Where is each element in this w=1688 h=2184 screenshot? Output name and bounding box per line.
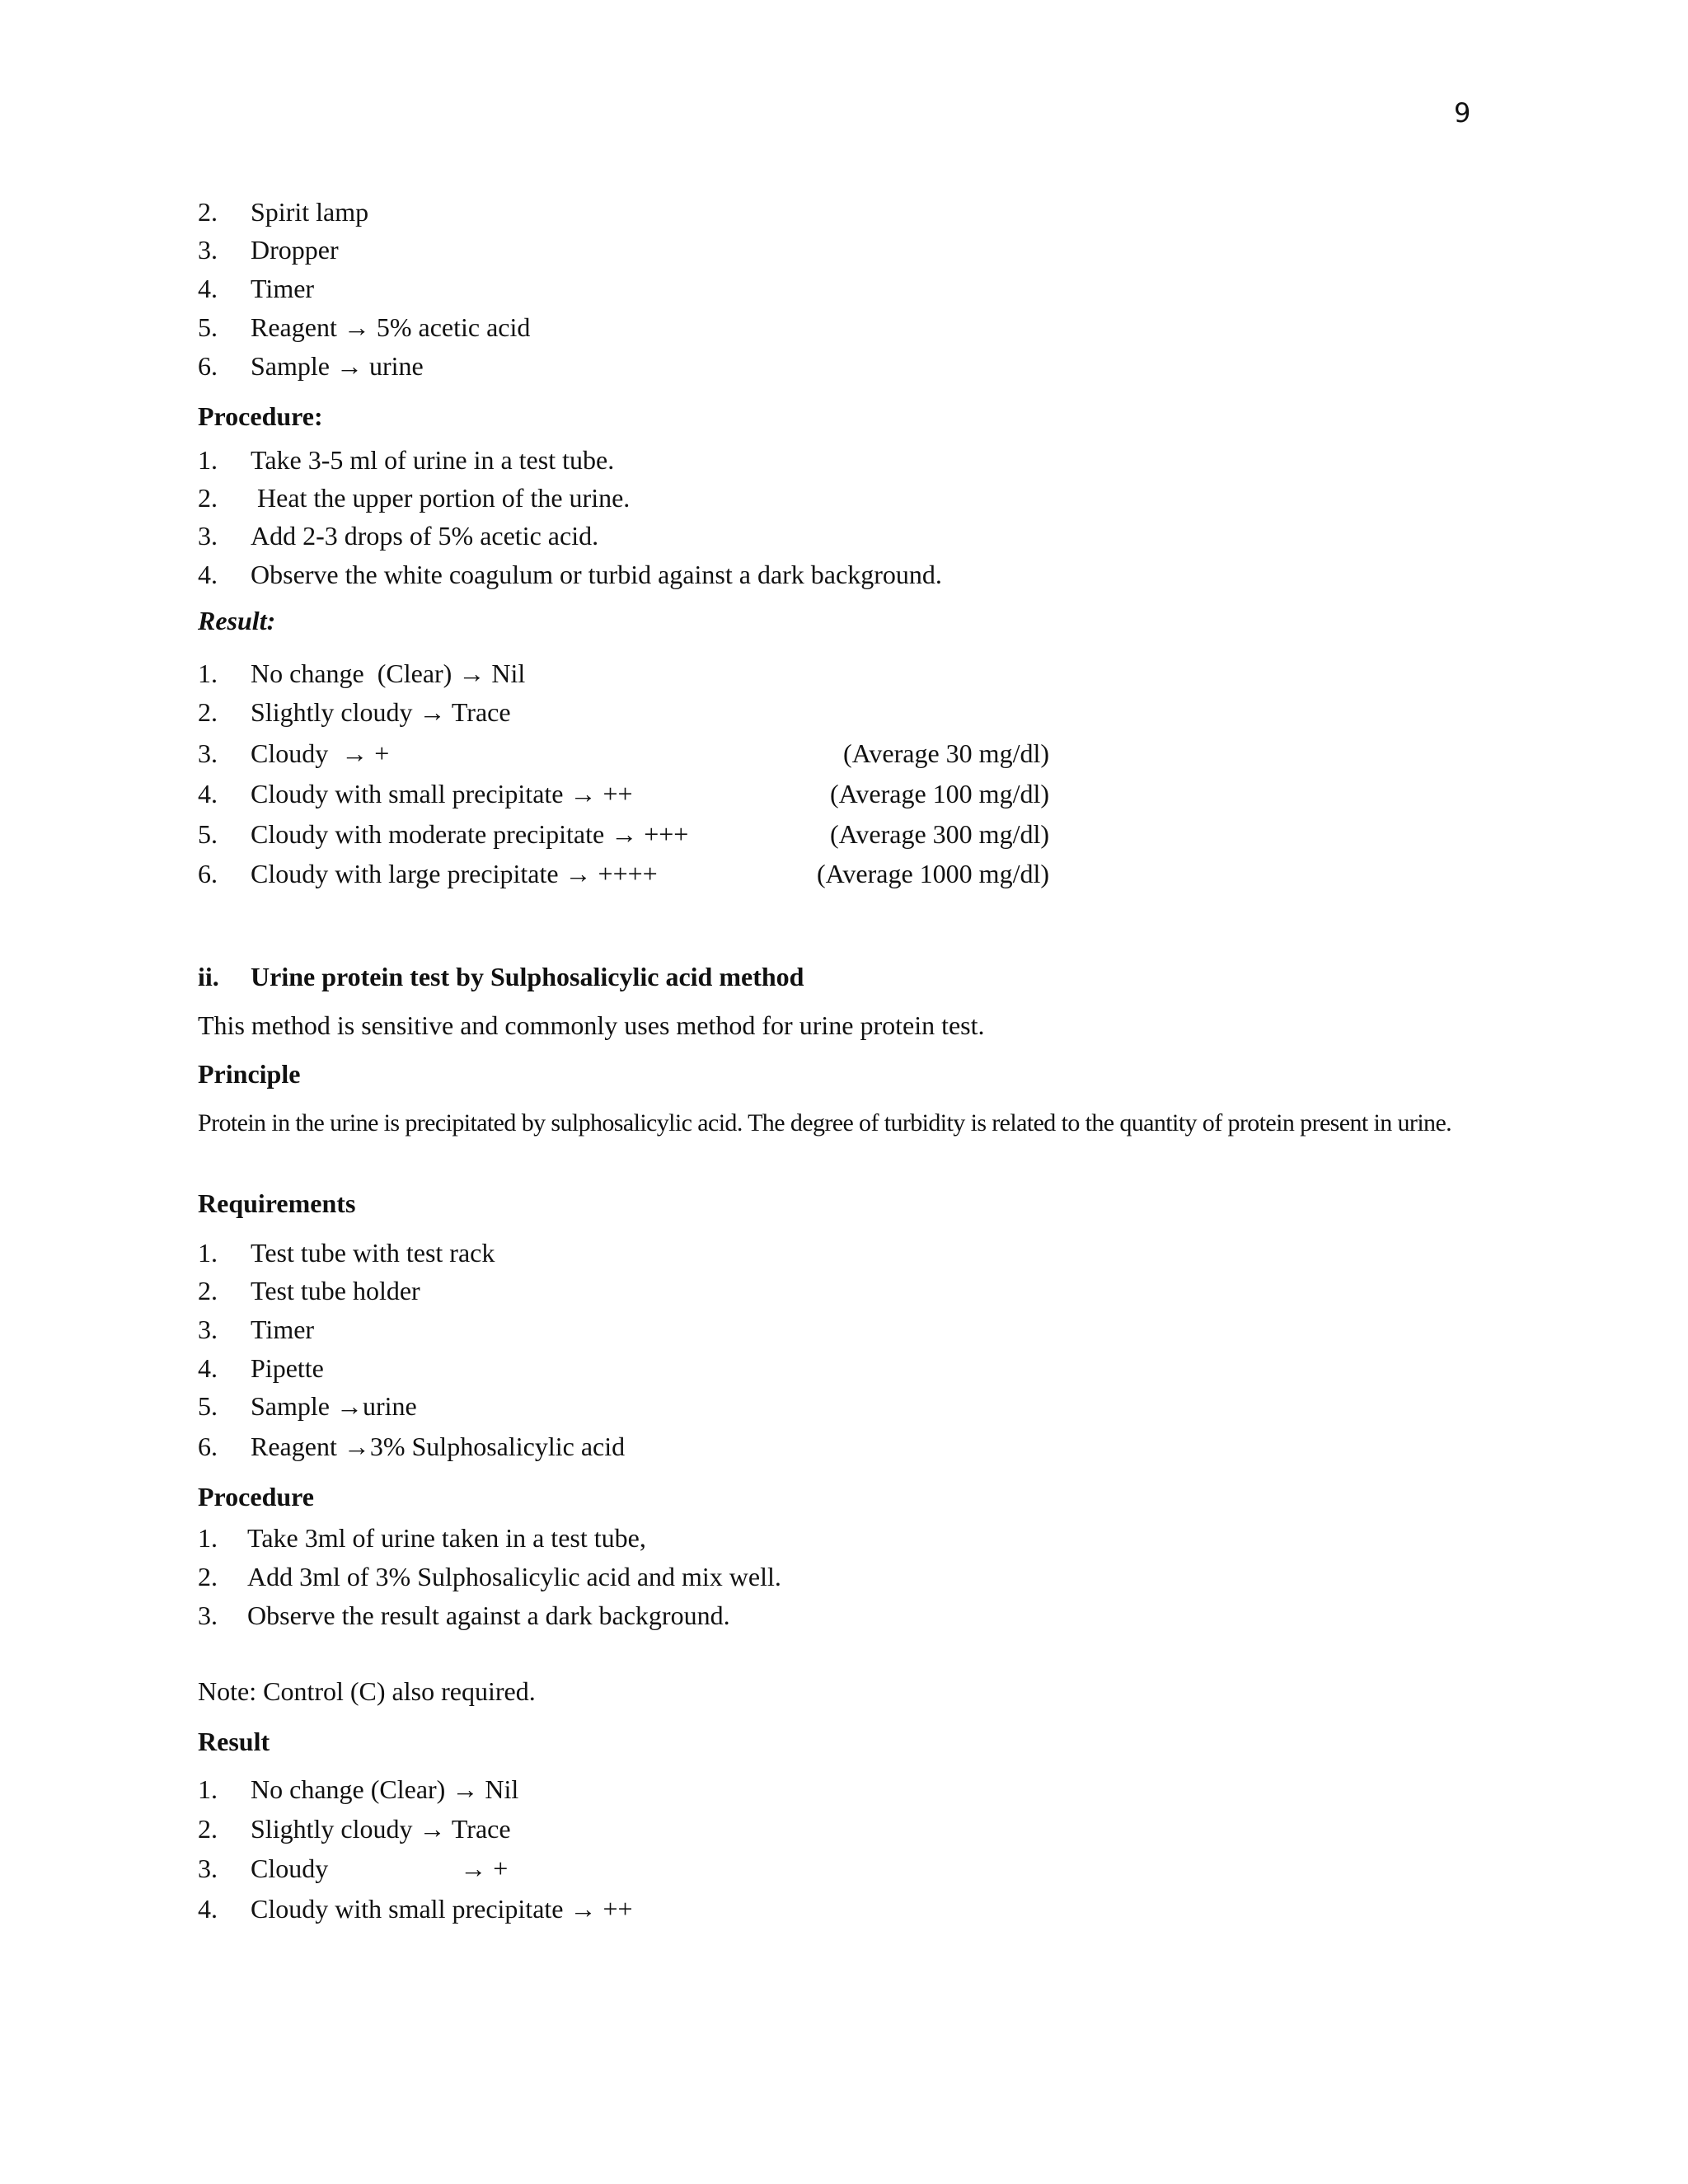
- list-text: Timer: [251, 1315, 315, 1344]
- list-text: Reagent → 5% acetic acid: [251, 312, 531, 342]
- result-item: [198, 818, 688, 851]
- result-item: [198, 1892, 633, 1925]
- result-number: 1.: [198, 658, 218, 688]
- requirement-item: [198, 1352, 324, 1385]
- result-number: 4.: [198, 1894, 218, 1924]
- step-number: 2.: [198, 1562, 218, 1591]
- result-item: [198, 1852, 508, 1885]
- list-text: Test tube holder: [251, 1276, 420, 1305]
- result-number: 4.: [198, 779, 218, 808]
- result-text: No change (Clear) → Nil: [251, 658, 526, 688]
- procedure-step: [198, 443, 614, 476]
- principle-heading: Principle: [198, 1059, 301, 1089]
- requirement-item: [198, 1390, 417, 1422]
- list-item: [198, 233, 339, 266]
- list-text: Pipette: [251, 1353, 324, 1383]
- result-text: Cloudy with small precipitate → ++: [251, 779, 633, 808]
- result-text: Slightly cloudy → Trace: [251, 1814, 511, 1844]
- list-number: 4.: [198, 1353, 218, 1383]
- note-text: Note: Control (C) also required.: [198, 1676, 536, 1706]
- procedure-step: [198, 1599, 730, 1632]
- procedure-step: [198, 1521, 646, 1554]
- list-text: Reagent →3% Sulphosalicylic acid: [251, 1432, 626, 1461]
- list-number: 2.: [198, 197, 218, 227]
- procedure-step: [198, 481, 630, 514]
- list-text: Sample → urine: [251, 351, 424, 381]
- result-text: No change (Clear) → Nil: [251, 1774, 519, 1804]
- list-number: 6.: [198, 351, 218, 381]
- result-item: [198, 857, 658, 890]
- requirement-item: [198, 1274, 420, 1307]
- result-number: 1.: [198, 1774, 218, 1804]
- step-number: 3.: [198, 1601, 218, 1630]
- list-text: Spirit lamp: [251, 197, 369, 227]
- average-value: (Average 100 mg/dl): [830, 779, 1049, 808]
- result-text: Cloudy with small precipitate → ++: [251, 1894, 633, 1924]
- section-heading: [198, 960, 804, 993]
- result-text: Slightly cloudy → Trace: [251, 697, 511, 727]
- result-text: Cloudy → +: [251, 1854, 509, 1883]
- list-number: 5.: [198, 312, 218, 342]
- procedure-heading: Procedure: [198, 1482, 314, 1511]
- average-value: (Average 1000 mg/dl): [817, 859, 1049, 888]
- section-number: ii.: [198, 962, 219, 991]
- list-item: [198, 272, 314, 305]
- principle-text: Protein in the urine is precipitated by sulphosalicylic acid. The degree of turbidity is related to the quantity of protein present in urine.: [198, 1109, 1452, 1137]
- list-text: Timer: [251, 274, 315, 303]
- average-value: (Average 300 mg/dl): [830, 819, 1049, 849]
- section-intro: This method is sensitive and commonly uses method for urine protein test.: [198, 1010, 985, 1040]
- step-text: Take 3-5 ml of urine in a test tube.: [251, 445, 615, 475]
- list-number: 2.: [198, 1276, 218, 1305]
- list-number: 3.: [198, 235, 218, 265]
- step-number: 2.: [198, 483, 218, 513]
- step-number: 3.: [198, 521, 218, 551]
- step-text: Take 3ml of urine taken in a test tube,: [247, 1523, 646, 1553]
- section-title: Urine protein test by Sulphosalicylic acid method: [251, 962, 804, 991]
- result-text: Cloudy with large precipitate → ++++: [251, 859, 658, 888]
- result-heading: Result: [198, 1727, 270, 1756]
- result-item: [198, 1773, 518, 1806]
- list-item: [198, 195, 368, 228]
- step-text: Add 2-3 drops of 5% acetic acid.: [251, 521, 599, 551]
- list-text: Test tube with test rack: [251, 1238, 495, 1268]
- procedure-step: [198, 519, 598, 552]
- result-item: [198, 1812, 511, 1845]
- list-number: 6.: [198, 1432, 218, 1461]
- list-number: 1.: [198, 1238, 218, 1268]
- result-item: [198, 657, 525, 690]
- list-item: [198, 349, 424, 382]
- result-number: 5.: [198, 819, 218, 849]
- result-item: [198, 737, 389, 770]
- result-number: 3.: [198, 738, 218, 768]
- list-text: Sample →urine: [251, 1391, 417, 1421]
- procedure-heading: Procedure:: [198, 401, 323, 431]
- result-text: Cloudy with moderate precipitate → +++: [251, 819, 689, 849]
- list-item: [198, 311, 530, 344]
- requirement-item: [198, 1313, 314, 1346]
- procedure-step: [198, 1560, 781, 1593]
- list-number: 4.: [198, 274, 218, 303]
- requirement-item: [198, 1236, 495, 1269]
- result-item: [198, 777, 633, 810]
- result-heading: Result:: [198, 606, 276, 635]
- step-text: Add 3ml of 3% Sulphosalicylic acid and mix well.: [247, 1562, 781, 1591]
- step-text: Observe the result against a dark background.: [247, 1601, 730, 1630]
- step-number: 4.: [198, 560, 218, 589]
- requirement-item: [198, 1430, 625, 1463]
- step-text: Heat the upper portion of the urine.: [251, 483, 631, 513]
- list-text: Dropper: [251, 235, 339, 265]
- result-number: 3.: [198, 1854, 218, 1883]
- page-number: 9: [1454, 97, 1471, 129]
- procedure-step: [198, 558, 942, 591]
- result-text: Cloudy → +: [251, 738, 390, 768]
- result-item: [198, 696, 511, 729]
- step-number: 1.: [198, 445, 218, 475]
- average-value: (Average 30 mg/dl): [843, 738, 1049, 768]
- list-number: 3.: [198, 1315, 218, 1344]
- result-number: 2.: [198, 697, 218, 727]
- step-number: 1.: [198, 1523, 218, 1553]
- result-number: 6.: [198, 859, 218, 888]
- requirements-heading: Requirements: [198, 1188, 356, 1218]
- step-text: Observe the white coagulum or turbid against a dark background.: [251, 560, 942, 589]
- result-number: 2.: [198, 1814, 218, 1844]
- list-number: 5.: [198, 1391, 218, 1421]
